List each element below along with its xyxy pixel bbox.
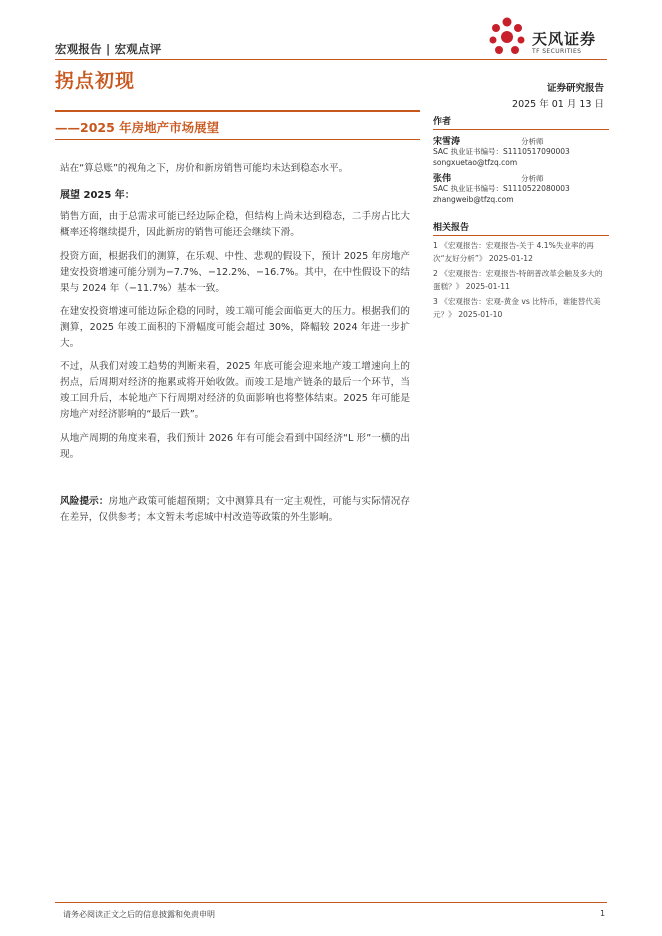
risk-text: 房地产政策可能超预期；文中测算具有一定主观性，可能与实际情况存在差异，仅供参考；本文暂未考虑城中村改造等政策的外生影响。: [60, 496, 411, 523]
author-cert: SAC 执业证书编号：S1110522080003: [433, 184, 570, 193]
author-email[interactable]: zhangweib@tfzq.com: [433, 195, 514, 204]
author-card: [433, 134, 609, 168]
author-role: 分析师: [521, 174, 544, 183]
body-paragraph: 不过，从我们对竣工趋势的判断来看，2025 年底可能会迎来地产竣工增速向上的拐点，后周期对经济的拖累或将开始收敛。而竣工是地产链条的最后一个环节，当竣工回升后，本轮地产下行周期对经济的负面影响也将整体结束。2025 年可能是房地产对经济影响的“最后一跌”。: [60, 361, 410, 420]
page-title: 拐点初现: [55, 70, 136, 92]
related-report-link[interactable]: 2 《宏观报告：宏观报告-特朗普改革会触及多大的蛋糕？》 2025-01-11: [433, 269, 603, 291]
section-heading: 展望 2025 年：: [60, 190, 135, 201]
authors-panel: [433, 114, 609, 205]
page-number: 1: [600, 909, 606, 918]
related-heading: 相关报告: [433, 223, 470, 233]
related-reports-panel: [433, 220, 609, 324]
footer-disclaimer: 请务必阅读正文之后的信息披露和免责申明: [63, 910, 215, 919]
author-card: [433, 171, 609, 205]
logo-mark-icon: [486, 16, 528, 58]
risk-label: 风险提示：: [60, 496, 109, 507]
body-paragraph: 销售方面，由于总需求可能已经边际企稳，但结构上尚未达到稳态，二手房占比大概率还将继续提升，因此新房的销售可能还会继续下滑。: [60, 211, 410, 238]
body-paragraph: 投资方面，根据我们的测算，在乐观、中性、悲观的假设下，预计 2025 年房地产建安投资增速可能分别为−7.7%、−12.2%、−16.7%。其中，在中性假设下的结果与 2024 年（−11.7%）基本一致。: [60, 251, 410, 294]
body-paragraph: 从地产周期的角度来看，我们预计 2026 年有可能会看到中国经济“L 形”一横的出现。: [60, 433, 410, 460]
footer-rule: [55, 902, 607, 903]
body-paragraph: 在建安投资增速可能边际企稳的同时，竣工端可能会面临更大的压力。根据我们的测算，2025 年竣工面积的下滑幅度可能会超过 30%，降幅较 2024 年进一步扩大。: [60, 306, 410, 349]
authors-rule: [433, 129, 609, 130]
report-type: 证券研究报告: [546, 83, 604, 94]
report-date: 2025 年 01 月 13 日: [512, 99, 604, 110]
author-cert: SAC 执业证书编号：S1110517090003: [433, 147, 570, 156]
title-rule: [55, 110, 420, 112]
related-report-link[interactable]: 3 《宏观报告：宏观-黄金 vs 比特币，谁能替代美元？》 2025-01-10: [433, 297, 601, 319]
logo-subtitle: TF SECURITIES: [532, 48, 582, 55]
subtitle-rule: [55, 139, 420, 140]
intro-paragraph: 站在“算总账”的视角之下，房价和新房销售可能均未达到稳态水平。: [60, 163, 349, 174]
logo-name: 天风证券: [532, 30, 597, 48]
authors-heading: 作者: [433, 117, 452, 127]
author-role: 分析师: [521, 137, 544, 146]
related-rule: [433, 235, 609, 236]
related-report-link[interactable]: 1 《宏观报告：宏观报告-关于 4.1%失业率的再次“友好分析”》 2025-01-12: [433, 241, 594, 263]
author-name: 宋雪涛: [433, 137, 461, 147]
author-email[interactable]: songxuetao@tfzq.com: [433, 158, 518, 167]
page-subtitle: ——2025 年房地产市场展望: [55, 120, 220, 135]
report-category: 宏观报告 | 宏观点评: [55, 42, 162, 56]
risk-paragraph: [60, 494, 410, 526]
author-name: 张伟: [433, 174, 452, 184]
